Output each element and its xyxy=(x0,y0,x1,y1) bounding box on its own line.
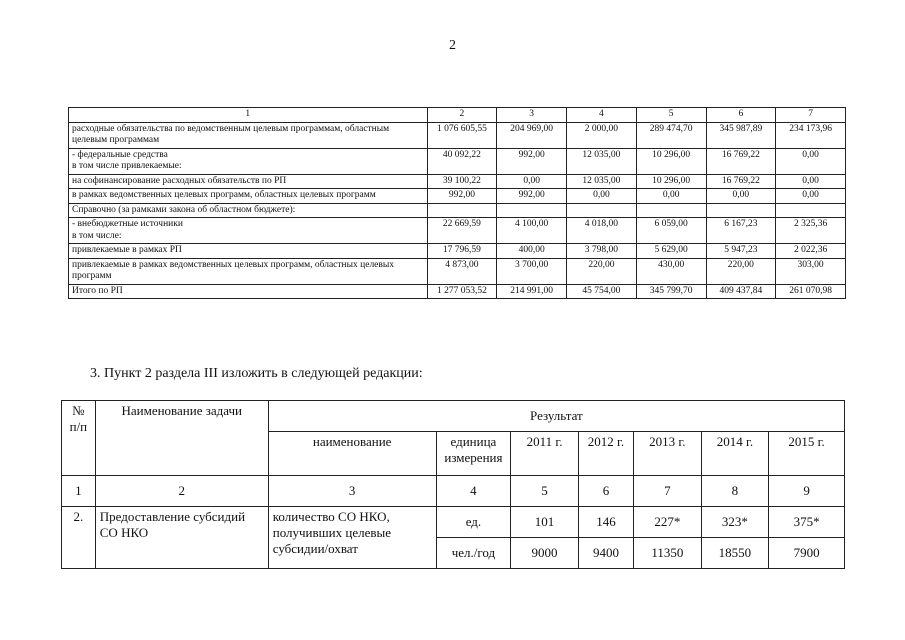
table-row xyxy=(69,122,846,148)
col-number: 3 xyxy=(268,476,436,507)
value-cell: 0,00 xyxy=(776,189,846,204)
row-value: 227* xyxy=(634,507,702,538)
row-label: - внебюджетные источники в том числе: xyxy=(69,218,428,244)
header-result: Результат xyxy=(268,401,844,432)
value-cell: 289 474,70 xyxy=(636,122,706,148)
row-label: привлекаемые в рамках РП xyxy=(69,244,428,259)
value-cell: 204 969,00 xyxy=(497,122,567,148)
header-cell: 6 xyxy=(706,108,776,123)
value-cell: 0,00 xyxy=(497,174,567,189)
row-label: на софинансирование расходных обязательств по РП xyxy=(69,174,428,189)
value-cell: 1 076 605,55 xyxy=(427,122,497,148)
row-task: Предоставление субсидий СО НКО xyxy=(95,507,268,569)
header-task: Наименование задачи xyxy=(95,401,268,476)
value-cell: 12 035,00 xyxy=(567,148,637,174)
value-cell: 0,00 xyxy=(706,189,776,204)
table-row xyxy=(69,203,846,218)
row-name: количество СО НКО, получивших целевые субсидии/охват xyxy=(268,507,436,569)
value-cell: 0,00 xyxy=(636,189,706,204)
row-value: 323* xyxy=(701,507,769,538)
value-cell: 5 629,00 xyxy=(636,244,706,259)
value-cell: 409 437,84 xyxy=(706,284,776,299)
value-cell: 3 700,00 xyxy=(497,258,567,284)
row-label: - федеральные средства в том числе привлекаемые: xyxy=(69,148,428,174)
row-unit: ед. xyxy=(436,507,511,538)
value-cell: 39 100,22 xyxy=(427,174,497,189)
header-cell: 2 xyxy=(427,108,497,123)
row-label: расходные обязательства по ведомственным целевым программам, областным целевым программам xyxy=(69,122,428,148)
value-cell: 400,00 xyxy=(497,244,567,259)
value-cell: 16 769,22 xyxy=(706,174,776,189)
value-cell xyxy=(706,203,776,218)
col-number: 4 xyxy=(436,476,511,507)
row-label: Справочно (за рамками закона об областном бюджете): xyxy=(69,203,428,218)
value-cell: 220,00 xyxy=(567,258,637,284)
value-cell: 0,00 xyxy=(776,174,846,189)
row-label: в рамках ведомственных целевых программ, областных целевых программ xyxy=(69,189,428,204)
value-cell: 234 173,96 xyxy=(776,122,846,148)
value-cell: 0,00 xyxy=(776,148,846,174)
row-value: 7900 xyxy=(769,538,845,569)
header-year-2015: 2015 г. xyxy=(769,432,845,476)
value-cell: 6 059,00 xyxy=(636,218,706,244)
header-cell: 3 xyxy=(497,108,567,123)
header-name: наименование xyxy=(268,432,436,476)
value-cell xyxy=(636,203,706,218)
budget-table xyxy=(68,107,846,299)
row-label: Итого по РП xyxy=(69,284,428,299)
value-cell: 992,00 xyxy=(427,189,497,204)
value-cell xyxy=(427,203,497,218)
header-cell: 7 xyxy=(776,108,846,123)
header-unit: единица измерения xyxy=(436,432,511,476)
col-number: 8 xyxy=(701,476,769,507)
paragraph-text: 3. Пункт 2 раздела III изложить в следующей редакции: xyxy=(90,366,423,381)
page-number: 2 xyxy=(449,38,456,53)
value-cell: 992,00 xyxy=(497,148,567,174)
value-cell: 220,00 xyxy=(706,258,776,284)
row-value: 146 xyxy=(578,507,633,538)
value-cell: 6 167,23 xyxy=(706,218,776,244)
value-cell: 2 000,00 xyxy=(567,122,637,148)
value-cell: 4 873,00 xyxy=(427,258,497,284)
value-cell: 3 798,00 xyxy=(567,244,637,259)
row-value: 9400 xyxy=(578,538,633,569)
header-year-2014: 2014 г. xyxy=(701,432,769,476)
table-row xyxy=(69,244,846,259)
value-cell: 2 022,36 xyxy=(776,244,846,259)
table-row xyxy=(69,284,846,299)
header-year-2012: 2012 г. xyxy=(578,432,633,476)
header-cell: 4 xyxy=(567,108,637,123)
value-cell: 5 947,23 xyxy=(706,244,776,259)
value-cell: 12 035,00 xyxy=(567,174,637,189)
row-label: привлекаемые в рамках ведомственных целевых программ, областных целевых программ xyxy=(69,258,428,284)
table-header-row xyxy=(69,108,846,123)
value-cell: 261 070,98 xyxy=(776,284,846,299)
value-cell xyxy=(776,203,846,218)
row-value: 9000 xyxy=(511,538,579,569)
table-row xyxy=(69,189,846,204)
row-value: 375* xyxy=(769,507,845,538)
value-cell xyxy=(567,203,637,218)
value-cell: 45 754,00 xyxy=(567,284,637,299)
col-number: 6 xyxy=(578,476,633,507)
value-cell: 17 796,59 xyxy=(427,244,497,259)
col-number: 1 xyxy=(62,476,96,507)
row-no: 2. xyxy=(62,507,96,569)
value-cell: 992,00 xyxy=(497,189,567,204)
col-number: 9 xyxy=(769,476,845,507)
results-table xyxy=(61,400,845,569)
col-number: 2 xyxy=(95,476,268,507)
header-year-2011: 2011 г. xyxy=(511,432,579,476)
value-cell: 345 799,70 xyxy=(636,284,706,299)
value-cell: 4 100,00 xyxy=(497,218,567,244)
value-cell: 1 277 053,52 xyxy=(427,284,497,299)
value-cell: 430,00 xyxy=(636,258,706,284)
table-row xyxy=(69,258,846,284)
value-cell: 345 987,89 xyxy=(706,122,776,148)
table-row xyxy=(69,174,846,189)
value-cell: 10 296,00 xyxy=(636,148,706,174)
col-number: 5 xyxy=(511,476,579,507)
value-cell: 10 296,00 xyxy=(636,174,706,189)
row-value: 101 xyxy=(511,507,579,538)
value-cell: 2 325,36 xyxy=(776,218,846,244)
table-row xyxy=(69,218,846,244)
value-cell xyxy=(497,203,567,218)
value-cell: 303,00 xyxy=(776,258,846,284)
header-cell: 1 xyxy=(69,108,428,123)
value-cell: 40 092,22 xyxy=(427,148,497,174)
row-unit: чел./год xyxy=(436,538,511,569)
header-no: № п/п xyxy=(62,401,96,476)
table-row xyxy=(69,148,846,174)
value-cell: 214 991,00 xyxy=(497,284,567,299)
col-number: 7 xyxy=(634,476,702,507)
row-value: 18550 xyxy=(701,538,769,569)
row-value: 11350 xyxy=(634,538,702,569)
value-cell: 22 669,59 xyxy=(427,218,497,244)
header-cell: 5 xyxy=(636,108,706,123)
value-cell: 4 018,00 xyxy=(567,218,637,244)
value-cell: 16 769,22 xyxy=(706,148,776,174)
value-cell: 0,00 xyxy=(567,189,637,204)
header-year-2013: 2013 г. xyxy=(634,432,702,476)
